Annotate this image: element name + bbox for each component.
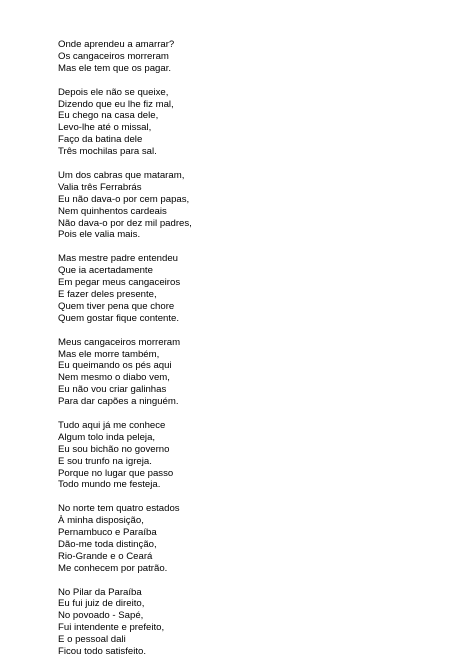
stanza-5 bbox=[58, 337, 418, 408]
poem-line: Dão-me toda distinção, bbox=[58, 538, 157, 550]
poem-line: Um dos cabras que mataram, bbox=[58, 169, 185, 181]
poem-line: Os cangaceiros morreram bbox=[58, 50, 169, 62]
poem-line: Algum tolo inda peleja, bbox=[58, 431, 156, 443]
poem-line: Não dava-o por dez mil padres, bbox=[58, 217, 192, 229]
poem-line: Eu fui juiz de direito, bbox=[58, 598, 145, 610]
poem-line: Mas mestre padre entendeu bbox=[58, 253, 178, 265]
poem-line: Três mochilas para sal. bbox=[58, 146, 157, 158]
poem-line: E sou trunfo na igreja. bbox=[58, 455, 152, 467]
poem-line: Fui intendente e prefeito, bbox=[58, 622, 165, 634]
poem-line: No Pilar da Paraíba bbox=[58, 586, 142, 598]
poem-line: Quem tiver pena que chore bbox=[58, 300, 175, 312]
poem-line: Ficou todo satisfeito. bbox=[58, 646, 146, 658]
poem-line: Eu não vou criar galinhas bbox=[58, 384, 167, 396]
poem-line: Faço da batina dele bbox=[58, 134, 143, 146]
poem-line: Levo-lhe até o missal, bbox=[58, 122, 152, 134]
poem-line: Dizendo que eu lhe fiz mal, bbox=[58, 98, 174, 110]
stanza-2 bbox=[58, 87, 418, 158]
poem-line: Em pegar meus cangaceiros bbox=[58, 277, 181, 289]
poem-line: Quem gostar fique contente. bbox=[58, 312, 180, 324]
poem-line: Porque no lugar que passo bbox=[58, 467, 174, 479]
poem-line: Onde aprendeu a amarrar? bbox=[58, 39, 175, 50]
poem-line: Valia três Ferrabrás bbox=[58, 181, 142, 193]
poem-line: Pois ele valia mais. bbox=[58, 229, 141, 241]
poem-line: Eu chego na casa dele, bbox=[58, 110, 159, 122]
poem-line: Que ia acertadamente bbox=[58, 265, 153, 277]
poem-line: Mas ele tem que os pagar. bbox=[58, 62, 172, 74]
stanza-7 bbox=[58, 503, 418, 574]
poem-line: Eu queimando os pés aqui bbox=[58, 360, 172, 372]
poem-line: No norte tem quatro estados bbox=[58, 503, 180, 515]
poem-line: No povoado - Sapé, bbox=[58, 610, 144, 622]
poem-line: E o pessoal dali bbox=[58, 634, 126, 646]
poem-line: Nem quinhentos cardeais bbox=[58, 205, 167, 217]
poem-line: Rio-Grande e o Ceará bbox=[58, 550, 153, 562]
poem-line: Todo mundo me festeja. bbox=[58, 479, 161, 491]
poem-line: Pernambuco e Paraíba bbox=[58, 527, 157, 539]
poem-line: Eu não dava-o por cem papas, bbox=[58, 193, 190, 205]
poem-line: Tudo aqui já me conhece bbox=[58, 419, 166, 431]
poem-line: À minha disposição, bbox=[58, 515, 144, 527]
poem-line: E fazer deles presente, bbox=[58, 288, 157, 300]
poem-line: Mas ele morre também, bbox=[58, 348, 160, 360]
stanza-1 bbox=[58, 39, 418, 75]
poem-line: Eu sou bichão no governo bbox=[58, 443, 170, 455]
stanza-3 bbox=[58, 170, 418, 241]
stanza-4 bbox=[58, 253, 418, 324]
poem-line: Me conhecem por patrão. bbox=[58, 562, 168, 574]
stanza-6 bbox=[58, 420, 418, 491]
poem-line: Nem mesmo o diabo vem, bbox=[58, 372, 170, 384]
stanza-8 bbox=[58, 587, 418, 658]
poem-text bbox=[58, 39, 418, 670]
poem-line: Para dar capões a ninguém. bbox=[58, 396, 179, 408]
poem-line: Depois ele não se queixe, bbox=[58, 86, 169, 98]
poem-line: Meus cangaceiros morreram bbox=[58, 336, 181, 348]
